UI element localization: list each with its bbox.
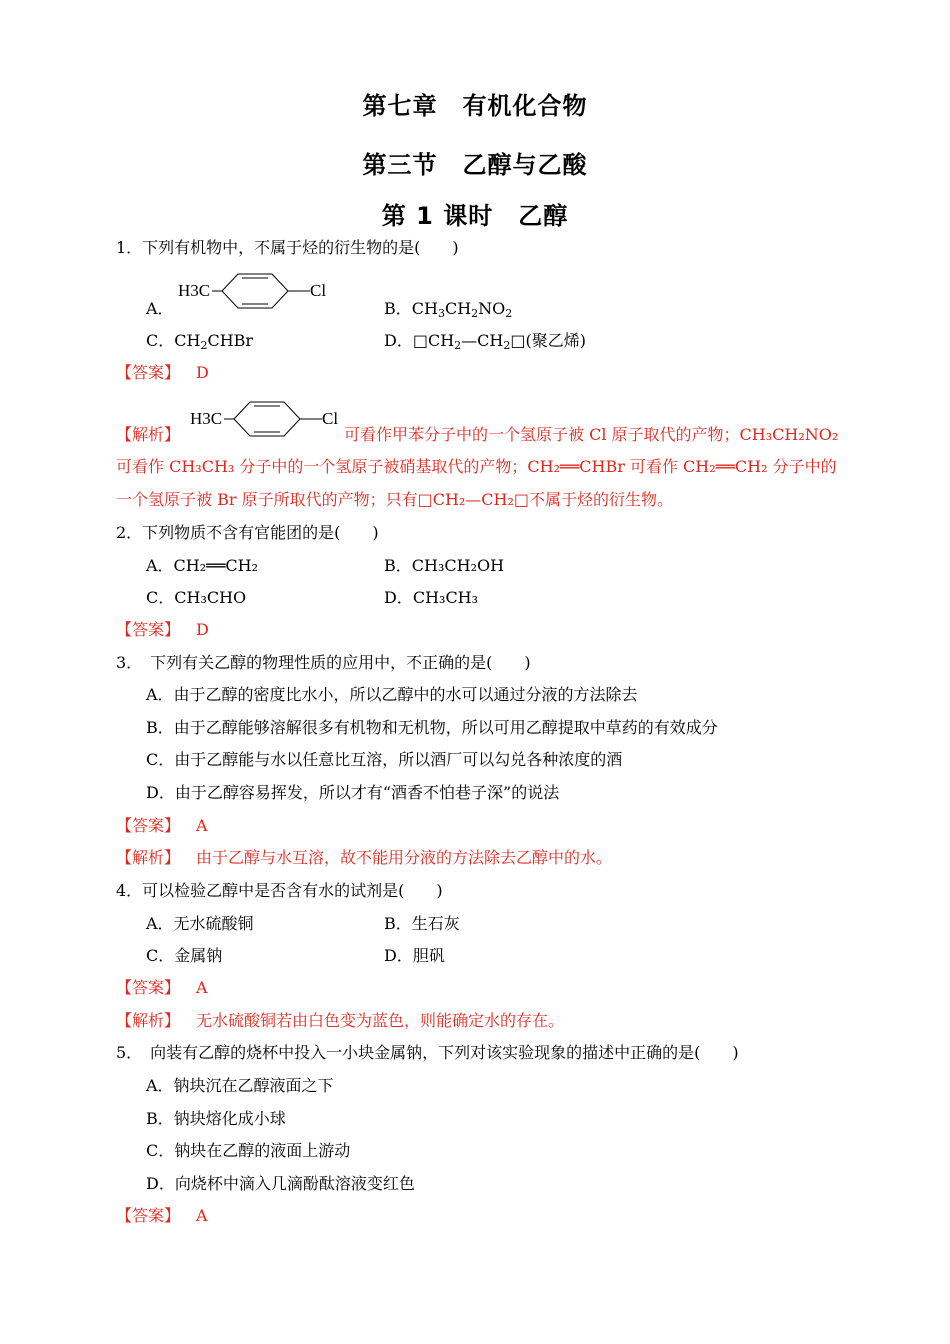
molecule-left-group: H3C: [178, 281, 211, 300]
q3-option-c: C．由于乙醇能与水以任意比互溶，所以酒厂可以勾兑各种浓度的酒: [146, 750, 623, 769]
q4-option-d: D．胆矾: [384, 946, 445, 965]
molecule-right-group: Cl: [310, 281, 327, 300]
section-title: 第三节 乙醇与乙酸: [362, 151, 588, 179]
q5-option-c: C．钠块在乙醇的液面上游动: [146, 1141, 351, 1160]
analysis-molecule-structure: [188, 398, 344, 440]
answer-label: 【答案】: [116, 363, 181, 382]
q1-analysis-line-3: 一个氢原子被 Br 原子所取代的产物；只有□CH₂—CH₂□不属于烃的衍生物。: [116, 490, 674, 509]
p-chlorotoluene-structure: [176, 270, 332, 312]
lesson-title: 第 1 课时 乙醇: [381, 202, 569, 230]
question-2-stem: 2．下列物质不含有官能团的是( ): [116, 523, 379, 542]
q3-option-a: A．由于乙醇的密度比水小，所以乙醇中的水可以通过分液的方法除去: [146, 685, 638, 704]
q2-option-b: B．CH₃CH₂OH: [384, 556, 505, 575]
answer-value: D: [196, 363, 209, 382]
q1-option-d: D．$□CH_2—CH_2□$(聚乙烯): [384, 331, 586, 352]
q4-option-b: B．生石灰: [384, 914, 460, 933]
q5-option-a: A．钠块沉在乙醇液面之下: [146, 1076, 334, 1095]
q1-analysis-line-2: 可看作 CH₃CH₃ 分子中的一个氢原子被硝基取代的产物；CH₂══CHBr 可看作 CH₂══CH₂ 分子中的: [116, 457, 837, 476]
q2-option-d: D．CH₃CH₃: [384, 588, 479, 607]
q1-option-b: B．$CH_3CH_2NO_2$: [384, 299, 513, 320]
q3-answer: 【答案】 A: [116, 816, 208, 835]
q3-option-d: D．由于乙醇容易挥发，所以才有“酒香不怕巷子深”的说法: [146, 783, 560, 802]
q3-analysis: 【解析】 由于乙醇与水互溶，故不能用分液的方法除去乙醇中的水。: [116, 848, 613, 867]
q4-answer: 【答案】 A: [116, 978, 208, 997]
q2-option-c: C．CH₃CHO: [146, 588, 247, 607]
q4-option-a: A．无水硫酸铜: [146, 914, 254, 933]
chapter-title: 第七章 有机化合物: [362, 92, 588, 120]
q1-analysis-label: 【解析】: [116, 425, 181, 444]
q5-option-d: D．向烧杯中滴入几滴酚酞溶液变红色: [146, 1174, 415, 1193]
question-1-stem: 1．下列有机物中，不属于烃的衍生物的是( ): [116, 238, 459, 257]
svg-text:Cl: Cl: [322, 409, 339, 428]
question-3-stem: 3． 下列有关乙醇的物理性质的应用中，不正确的是( ): [116, 653, 531, 672]
q4-analysis: 【解析】 无水硫酸铜若由白色变为蓝色，则能确定水的存在。: [116, 1011, 565, 1030]
q5-answer: 【答案】 A: [116, 1206, 208, 1225]
q2-option-a: A．CH₂══CH₂: [146, 556, 259, 575]
q4-option-c: C．金属钠: [146, 946, 223, 965]
svg-text:H3C: H3C: [190, 409, 223, 428]
q5-option-b: B．钠块熔化成小球: [146, 1109, 286, 1128]
q3-option-b: B．由于乙醇能够溶解很多有机物和无机物，所以可用乙醇提取中草药的有效成分: [146, 718, 718, 737]
q2-answer: 【答案】 D: [116, 620, 209, 639]
q1-analysis-line-1: 可看作甲苯分子中的一个氢原子被 Cl 原子取代的产物；CH₃CH₂NO₂: [344, 425, 839, 444]
q1-answer: [116, 363, 209, 383]
question-5-stem: 5． 向装有乙醇的烧杯中投入一小块金属钠，下列对该实验现象的描述中正确的是( ): [116, 1043, 739, 1062]
q1-option-a: A．: [146, 299, 174, 318]
q1-option-c: C．$CH_2CHBr$: [146, 331, 254, 352]
question-4-stem: 4．可以检验乙醇中是否含有水的试剂是( ): [116, 881, 443, 900]
